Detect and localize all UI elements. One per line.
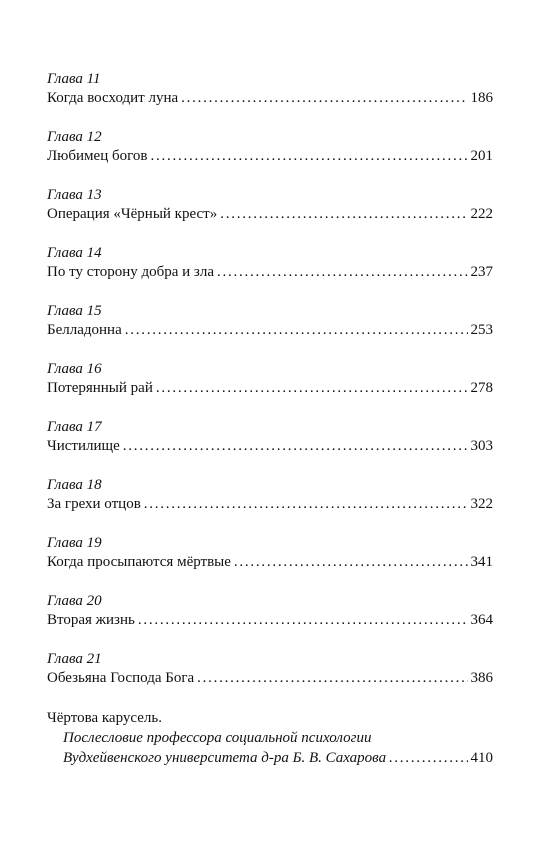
chapter-title: За грехи отцов [47, 496, 141, 512]
toc-entry-chapter-12[interactable] [47, 128, 493, 166]
toc-line [47, 668, 493, 688]
dot-leader [125, 320, 468, 340]
afterword-subtitle-line-1 [63, 728, 493, 748]
table-of-contents [47, 70, 493, 768]
chapter-title: Когда просыпаются мёртвые [47, 554, 231, 570]
chapter-label: Глава 15 [47, 303, 102, 319]
dot-leader [156, 378, 468, 398]
dot-leader [217, 262, 468, 282]
afterword-title: Чёртова карусель. [47, 710, 162, 726]
dot-leader [234, 552, 468, 572]
toc-entry-chapter-13[interactable] [47, 186, 493, 224]
toc-entry-chapter-15[interactable] [47, 302, 493, 340]
toc-line [47, 320, 493, 340]
page-number: 364 [470, 612, 493, 628]
chapter-title: Обезьяна Господа Бога [47, 670, 195, 686]
chapter-label: Глава 12 [47, 129, 102, 145]
chapter-title: Потерянный рай [47, 380, 153, 396]
chapter-label: Глава 14 [47, 245, 102, 261]
toc-entry-chapter-16[interactable] [47, 360, 493, 398]
toc-line [47, 204, 493, 224]
toc-entry-chapter-19[interactable] [47, 534, 493, 572]
chapter-title: Белладонна [47, 322, 122, 338]
toc-entry-afterword[interactable] [47, 708, 493, 768]
toc-line [47, 146, 493, 166]
afterword-subtitle [47, 728, 493, 768]
chapter-label: Глава 11 [47, 71, 101, 87]
chapter-label: Глава 16 [47, 361, 102, 377]
dot-leader [181, 88, 467, 108]
toc-entry-chapter-20[interactable] [47, 592, 493, 630]
page-number: 341 [470, 554, 493, 570]
chapter-title: По ту сторону добра и зла [47, 264, 214, 280]
chapter-title: Операция «Чёрный крест» [47, 206, 218, 222]
dot-leader [389, 748, 467, 768]
chapter-label: Глава 21 [47, 651, 102, 667]
chapter-title: Вторая жизнь [47, 612, 135, 628]
toc-line [47, 262, 493, 282]
afterword-subtitle-text: Вудхейвенского университета д-ра Б. В. Сахарова [63, 750, 387, 766]
chapter-label: Глава 20 [47, 593, 102, 609]
dot-leader [144, 494, 468, 514]
page-number: 237 [470, 264, 493, 280]
page-number: 303 [470, 438, 493, 454]
toc-line [47, 378, 493, 398]
toc-line [47, 552, 493, 572]
dot-leader [150, 146, 467, 166]
page-number: 253 [470, 322, 493, 338]
chapter-label: Глава 13 [47, 187, 102, 203]
chapter-label: Глава 17 [47, 419, 102, 435]
dot-leader [197, 668, 467, 688]
page-number: 322 [470, 496, 493, 512]
toc-entry-chapter-14[interactable] [47, 244, 493, 282]
chapter-label: Глава 19 [47, 535, 102, 551]
chapter-title: Любимец богов [47, 148, 148, 164]
page-number: 278 [470, 380, 493, 396]
page-number: 410 [470, 750, 493, 766]
page-number: 186 [470, 90, 493, 106]
toc-line [47, 436, 493, 456]
dot-leader [220, 204, 467, 224]
toc-entry-chapter-18[interactable] [47, 476, 493, 514]
afterword-subtitle-line-2 [63, 748, 493, 768]
toc-line [47, 88, 493, 108]
chapter-title: Когда восходит луна [47, 90, 179, 106]
page-number: 201 [470, 148, 493, 164]
chapter-title: Чистилище [47, 438, 120, 454]
toc-line [47, 494, 493, 514]
dot-leader [123, 436, 468, 456]
toc-entry-chapter-11[interactable] [47, 70, 493, 108]
toc-line [47, 610, 493, 630]
toc-entry-chapter-17[interactable] [47, 418, 493, 456]
page-number: 222 [470, 206, 493, 222]
dot-leader [138, 610, 468, 630]
page-number: 386 [470, 670, 493, 686]
chapter-label: Глава 18 [47, 477, 102, 493]
afterword-subtitle-text: Послесловие профессора социальной психологии [63, 730, 372, 746]
toc-entry-chapter-21[interactable] [47, 650, 493, 688]
